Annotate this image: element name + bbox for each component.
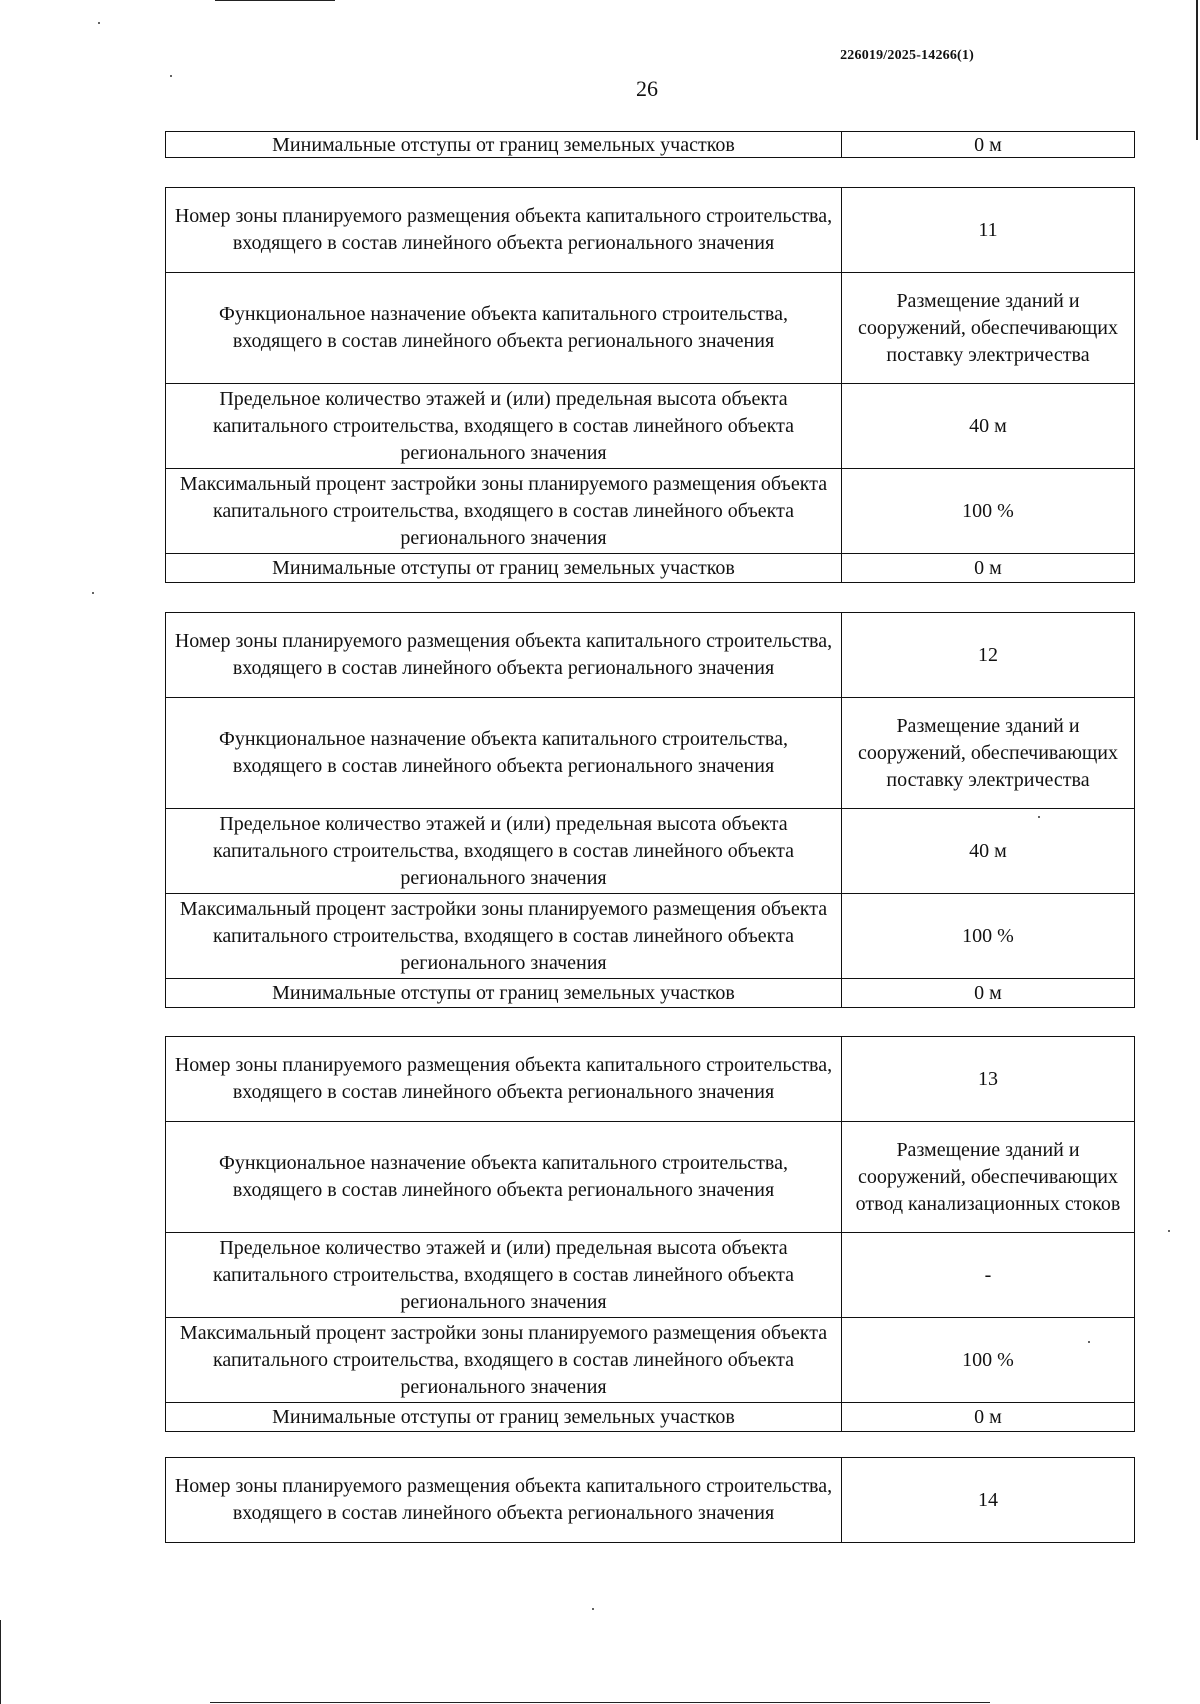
row-value: 0 м xyxy=(842,979,1135,1008)
row-label: Минимальные отступы от границ земельных участков xyxy=(166,979,842,1008)
row-value: 100 % xyxy=(842,469,1135,554)
scan-edge-top xyxy=(215,0,335,1)
row-label: Предельное количество этажей и (или) предельная высота объекта капитального строительства, входящего в состав линейного объекта регионального значения xyxy=(166,809,842,894)
table-row xyxy=(166,1233,1135,1318)
scan-speck xyxy=(1168,1230,1170,1232)
row-label: Минимальные отступы от границ земельных участков xyxy=(166,1403,842,1432)
row-label: Максимальный процент застройки зоны планируемого размещения объекта капитального строительства, входящего в состав линейного объекта регионального значения xyxy=(166,894,842,979)
table-row xyxy=(166,188,1135,273)
row-value: Размещение зданий и сооружений, обеспечивающих отвод канализационных стоков xyxy=(842,1122,1135,1233)
table-row xyxy=(166,1318,1135,1403)
row-label: Функциональное назначение объекта капитального строительства, входящего в состав линейного объекта регионального значения xyxy=(166,698,842,809)
table-row xyxy=(166,894,1135,979)
scan-edge-right xyxy=(1196,0,1198,140)
row-label: Минимальные отступы от границ земельных участков xyxy=(166,554,842,583)
zone-table-fragment xyxy=(165,131,1135,158)
row-value: 0 м xyxy=(842,1403,1135,1432)
row-label: Предельное количество этажей и (или) предельная высота объекта капитального строительства, входящего в состав линейного объекта регионального значения xyxy=(166,384,842,469)
scan-edge-left xyxy=(0,1620,1,1704)
zone-table-12 xyxy=(165,612,1135,1008)
table-row xyxy=(166,1122,1135,1233)
table-row xyxy=(166,554,1135,583)
table-row xyxy=(166,469,1135,554)
table-row xyxy=(166,132,1135,158)
row-label: Номер зоны планируемого размещения объекта капитального строительства, входящего в состав линейного объекта регионального значения xyxy=(166,188,842,273)
table-row xyxy=(166,384,1135,469)
zone-number: 14 xyxy=(842,1458,1135,1543)
document-id: 226019/2025-14266(1) xyxy=(840,48,974,63)
page-number: 26 xyxy=(636,76,658,101)
row-label: Максимальный процент застройки зоны планируемого размещения объекта капитального строительства, входящего в состав линейного объекта регионального значения xyxy=(166,1318,842,1403)
table-row xyxy=(166,1037,1135,1122)
row-label: Предельное количество этажей и (или) предельная высота объекта капитального строительства, входящего в состав линейного объекта регионального значения xyxy=(166,1233,842,1318)
row-value: 40 м xyxy=(842,809,1135,894)
row-value: - xyxy=(842,1233,1135,1318)
row-value: 0 м xyxy=(842,132,1135,158)
row-value: 100 % xyxy=(842,1318,1135,1403)
row-label: Номер зоны планируемого размещения объекта капитального строительства, входящего в состав линейного объекта регионального значения xyxy=(166,613,842,698)
row-label: Номер зоны планируемого размещения объекта капитального строительства, входящего в состав линейного объекта регионального значения xyxy=(166,1458,842,1543)
table-row xyxy=(166,979,1135,1008)
table-row xyxy=(166,613,1135,698)
zone-table-11 xyxy=(165,187,1135,583)
row-label: Минимальные отступы от границ земельных участков xyxy=(166,132,842,158)
row-value: Размещение зданий и сооружений, обеспечивающих поставку электричества xyxy=(842,698,1135,809)
table-row xyxy=(166,809,1135,894)
row-label: Максимальный процент застройки зоны планируемого размещения объекта капитального строительства, входящего в состав линейного объекта регионального значения xyxy=(166,469,842,554)
row-value: 100 % xyxy=(842,894,1135,979)
table-row xyxy=(166,698,1135,809)
row-value: Размещение зданий и сооружений, обеспечивающих поставку электричества xyxy=(842,273,1135,384)
zone-number: 11 xyxy=(842,188,1135,273)
table-row xyxy=(166,1458,1135,1543)
table-row xyxy=(166,273,1135,384)
zone-table-13 xyxy=(165,1036,1135,1432)
scan-speck xyxy=(98,22,100,24)
zone-table-14 xyxy=(165,1457,1135,1543)
scan-speck xyxy=(592,1608,594,1610)
row-value: 40 м xyxy=(842,384,1135,469)
scan-edge-bottom xyxy=(210,1702,990,1703)
zone-number: 13 xyxy=(842,1037,1135,1122)
row-label: Функциональное назначение объекта капитального строительства, входящего в состав линейного объекта регионального значения xyxy=(166,1122,842,1233)
row-value: 0 м xyxy=(842,554,1135,583)
row-label: Функциональное назначение объекта капитального строительства, входящего в состав линейного объекта регионального значения xyxy=(166,273,842,384)
zone-number: 12 xyxy=(842,613,1135,698)
scan-speck xyxy=(92,592,94,594)
row-label: Номер зоны планируемого размещения объекта капитального строительства, входящего в состав линейного объекта регионального значения xyxy=(166,1037,842,1122)
table-row xyxy=(166,1403,1135,1432)
